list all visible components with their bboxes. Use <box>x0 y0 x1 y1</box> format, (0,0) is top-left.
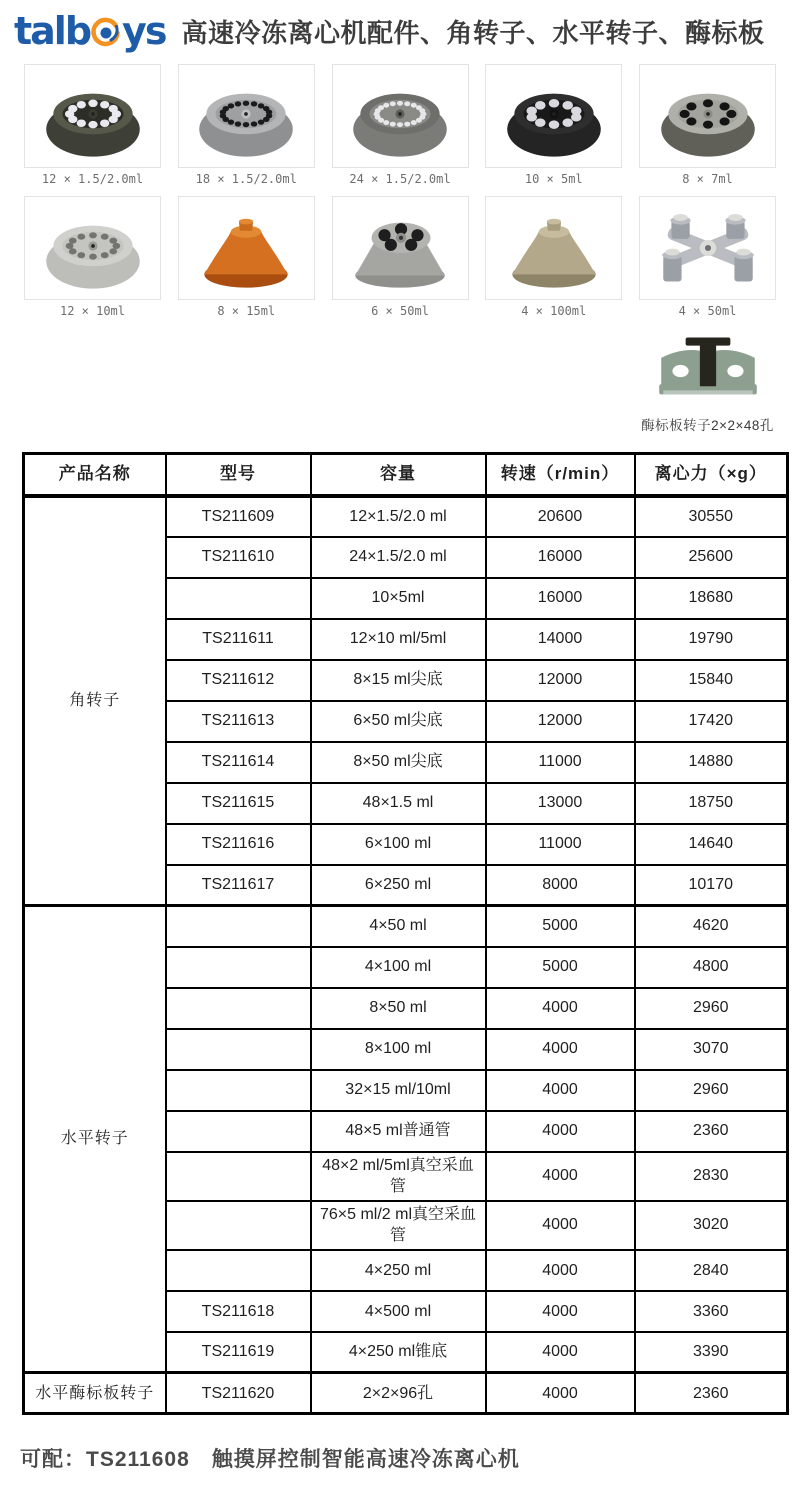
capacity-cell: 4×50 ml <box>311 906 486 947</box>
product-figure <box>178 64 315 186</box>
speed-cell: 5000 <box>486 947 635 988</box>
capacity-cell: 48×1.5 ml <box>311 783 486 824</box>
capacity-cell: 2×2×96孔 <box>311 1373 486 1414</box>
capacity-cell: 4×500 ml <box>311 1291 486 1332</box>
model-cell <box>166 1250 311 1291</box>
table-row <box>24 906 788 947</box>
capacity-cell: 76×5 ml/2 ml真空采血管 <box>311 1201 486 1250</box>
capacity-cell: 32×15 ml/10ml <box>311 1070 486 1111</box>
model-cell <box>166 1070 311 1111</box>
force-cell: 14640 <box>635 824 788 865</box>
force-cell: 2360 <box>635 1111 788 1152</box>
angle-rotor-graphic <box>32 204 154 292</box>
rotor-6x50ml-image <box>332 196 469 300</box>
model-cell: TS211609 <box>166 496 311 537</box>
force-cell: 2960 <box>635 988 788 1029</box>
product-gallery-row-3 <box>0 328 800 434</box>
capacity-cell: 6×250 ml <box>311 865 486 906</box>
capacity-cell: 48×5 ml普通管 <box>311 1111 486 1152</box>
capacity-cell: 10×5ml <box>311 578 486 619</box>
footer-note: 可配：TS211608 触摸屏控制智能高速冷冻离心机 <box>20 1448 520 1472</box>
force-cell: 4620 <box>635 906 788 947</box>
model-cell <box>166 988 311 1029</box>
force-cell: 18750 <box>635 783 788 824</box>
capacity-cell: 48×2 ml/5ml真空采血管 <box>311 1152 486 1201</box>
capacity-cell: 8×50 ml尖底 <box>311 742 486 783</box>
model-cell <box>166 578 311 619</box>
table-row <box>24 1373 788 1414</box>
product-figure <box>485 64 622 186</box>
speed-cell: 20600 <box>486 496 635 537</box>
product-figure <box>639 196 776 318</box>
speed-cell: 13000 <box>486 783 635 824</box>
model-cell: TS211619 <box>166 1332 311 1373</box>
product-gallery-row-1 <box>0 64 800 186</box>
talboys-logo <box>14 9 166 53</box>
model-cell <box>166 1152 311 1201</box>
model-cell: TS211620 <box>166 1373 311 1414</box>
speed-cell: 4000 <box>486 1332 635 1373</box>
rotor-8x15ml-image <box>178 196 315 300</box>
speed-cell: 5000 <box>486 906 635 947</box>
force-cell: 3360 <box>635 1291 788 1332</box>
model-cell: TS211616 <box>166 824 311 865</box>
plate-rotor-graphic <box>647 328 769 410</box>
product-caption: 12 × 1.5/2.0ml <box>41 172 144 186</box>
logo-text-left: talb <box>14 9 91 53</box>
cone-rotor-graphic <box>493 204 615 292</box>
model-cell: TS211615 <box>166 783 311 824</box>
product-figure <box>178 196 315 318</box>
product-figure <box>639 328 776 434</box>
force-cell: 25600 <box>635 537 788 578</box>
capacity-cell: 6×50 ml尖底 <box>311 701 486 742</box>
product-figure <box>485 196 622 318</box>
capacity-cell: 6×100 ml <box>311 824 486 865</box>
column-header: 转速（r/min） <box>486 454 635 496</box>
rotor-8x7ml-image <box>639 64 776 168</box>
product-gallery-row-2 <box>0 196 800 318</box>
rotor-12x10ml-image <box>24 196 161 300</box>
spec-table-body <box>24 496 788 1414</box>
product-figure <box>332 196 469 318</box>
product-caption: 4 × 50ml <box>678 304 737 318</box>
speed-cell: 11000 <box>486 742 635 783</box>
product-caption: 12 × 10ml <box>59 304 126 318</box>
product-caption: 8 × 15ml <box>217 304 276 318</box>
product-caption: 酶标板转子2×2×48孔 <box>641 418 774 433</box>
product-caption: 4 × 100ml <box>521 304 587 318</box>
page-header <box>0 0 800 54</box>
product-figure <box>24 196 161 318</box>
model-cell: TS211611 <box>166 619 311 660</box>
capacity-cell: 8×15 ml尖底 <box>311 660 486 701</box>
product-caption: 24 × 1.5/2.0ml <box>349 172 451 186</box>
model-cell <box>166 1201 311 1250</box>
force-cell: 2830 <box>635 1152 788 1201</box>
capacity-cell: 12×1.5/2.0 ml <box>311 496 486 537</box>
column-header: 容量 <box>311 454 486 496</box>
angle-rotor-graphic <box>647 72 769 160</box>
speed-cell: 12000 <box>486 701 635 742</box>
column-header: 产品名称 <box>24 454 166 496</box>
force-cell: 19790 <box>635 619 788 660</box>
capacity-cell: 4×250 ml <box>311 1250 486 1291</box>
force-cell: 15840 <box>635 660 788 701</box>
table-header-row <box>24 454 788 496</box>
rotor-4x100ml-image <box>485 196 622 300</box>
speed-cell: 4000 <box>486 1029 635 1070</box>
page-title: 高速冷冻离心机配件、角转子、水平转子、酶标板 <box>181 17 765 48</box>
speed-cell: 4000 <box>486 1373 635 1414</box>
force-cell: 14880 <box>635 742 788 783</box>
product-caption: 18 × 1.5/2.0ml <box>195 172 297 186</box>
rotor-10x5ml-image <box>485 64 622 168</box>
model-cell <box>166 1029 311 1070</box>
model-cell: TS211613 <box>166 701 311 742</box>
angle-rotor-graphic <box>32 72 154 160</box>
angle-rotor-graphic <box>493 72 615 160</box>
model-cell: TS211610 <box>166 537 311 578</box>
speed-cell: 16000 <box>486 578 635 619</box>
rotor-12x1.5-2.0ml-image <box>24 64 161 168</box>
capacity-cell: 4×250 ml锥底 <box>311 1332 486 1373</box>
force-cell: 3020 <box>635 1201 788 1250</box>
speed-cell: 4000 <box>486 1291 635 1332</box>
force-cell: 3390 <box>635 1332 788 1373</box>
product-name-cell: 角转子 <box>24 496 166 906</box>
angle-rotor-graphic <box>185 72 307 160</box>
swing-rotor-graphic <box>647 204 769 292</box>
force-cell: 17420 <box>635 701 788 742</box>
model-cell: TS211612 <box>166 660 311 701</box>
force-cell: 4800 <box>635 947 788 988</box>
force-cell: 18680 <box>635 578 788 619</box>
force-cell: 2960 <box>635 1070 788 1111</box>
model-cell: TS211617 <box>166 865 311 906</box>
speed-cell: 4000 <box>486 1152 635 1201</box>
speed-cell: 11000 <box>486 824 635 865</box>
rotor-24x1.5-2.0ml-image <box>332 64 469 168</box>
capacity-cell: 24×1.5/2.0 ml <box>311 537 486 578</box>
cone-rotor-graphic <box>185 204 307 292</box>
model-cell: TS211614 <box>166 742 311 783</box>
capacity-cell: 12×10 ml/5ml <box>311 619 486 660</box>
model-cell <box>166 1111 311 1152</box>
capacity-cell: 4×100 ml <box>311 947 486 988</box>
model-cell <box>166 947 311 988</box>
speed-cell: 16000 <box>486 537 635 578</box>
logo-text-right: ys <box>122 9 166 53</box>
product-figure <box>332 64 469 186</box>
force-cell: 2360 <box>635 1373 788 1414</box>
product-caption: 6 × 50ml <box>371 304 429 318</box>
speed-cell: 8000 <box>486 865 635 906</box>
table-row <box>24 496 788 537</box>
force-cell: 2840 <box>635 1250 788 1291</box>
capacity-cell: 8×50 ml <box>311 988 486 1029</box>
product-figure <box>639 64 776 186</box>
column-header: 型号 <box>166 454 311 496</box>
capacity-cell: 8×100 ml <box>311 1029 486 1070</box>
force-cell: 3070 <box>635 1029 788 1070</box>
rotor-4x50ml-swing-image <box>639 196 776 300</box>
model-cell <box>166 906 311 947</box>
speed-cell: 4000 <box>486 1201 635 1250</box>
product-name-cell: 水平转子 <box>24 906 166 1373</box>
product-name-cell: 水平酶标板转子 <box>24 1373 166 1414</box>
product-caption: 8 × 7ml <box>682 172 733 186</box>
logo-swirl-icon <box>90 17 122 49</box>
model-cell: TS211618 <box>166 1291 311 1332</box>
force-cell: 10170 <box>635 865 788 906</box>
speed-cell: 14000 <box>486 619 635 660</box>
speed-cell: 4000 <box>486 988 635 1029</box>
angle-rotor-graphic <box>339 72 461 160</box>
speed-cell: 4000 <box>486 1250 635 1291</box>
product-figure <box>24 64 161 186</box>
rotor-18x1.5-2.0ml-image <box>178 64 315 168</box>
column-header: 离心力（×g） <box>635 454 788 496</box>
speed-cell: 4000 <box>486 1070 635 1111</box>
speed-cell: 4000 <box>486 1111 635 1152</box>
speed-cell: 12000 <box>486 660 635 701</box>
force-cell: 30550 <box>635 496 788 537</box>
product-caption: 10 × 5ml <box>524 172 583 186</box>
spec-table <box>22 452 789 1415</box>
microplate-rotor-image <box>639 328 776 410</box>
coneholes-rotor-graphic <box>339 204 461 292</box>
